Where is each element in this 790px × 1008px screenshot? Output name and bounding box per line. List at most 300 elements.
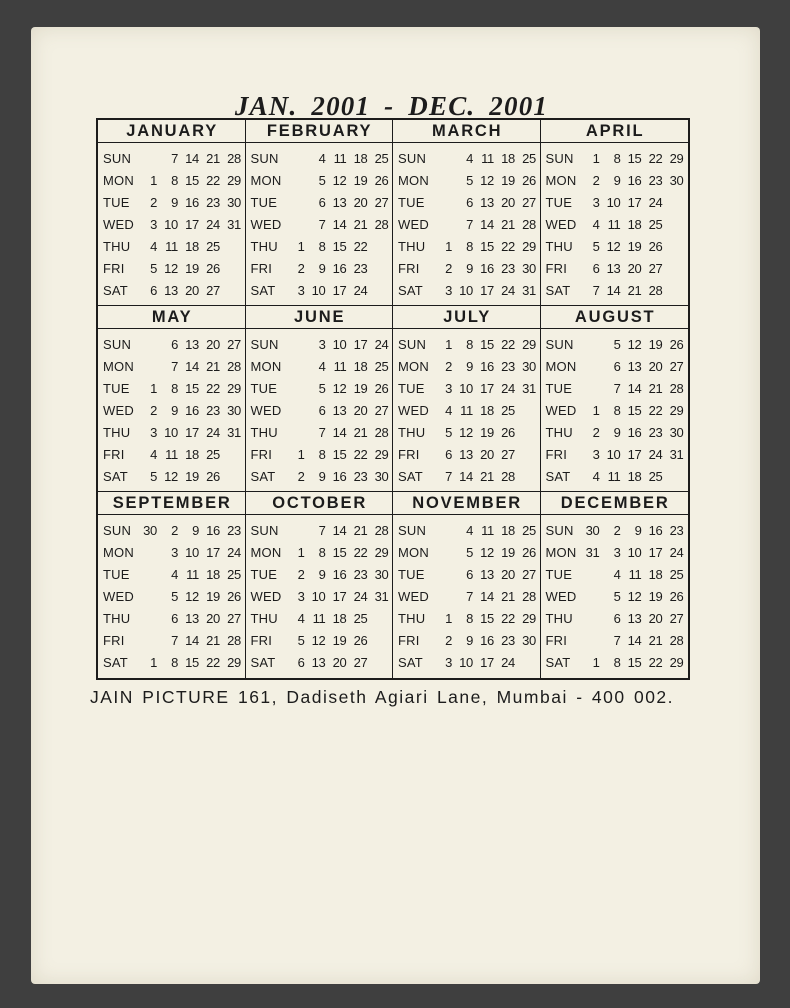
- date-cell: 30: [522, 261, 536, 276]
- date-cell: 18: [353, 359, 368, 374]
- date-cell: 30: [669, 173, 684, 188]
- date-cell: 16: [185, 195, 199, 210]
- date-cell: 7: [318, 217, 326, 232]
- date-cell: [368, 280, 389, 302]
- date-cell: [368, 258, 389, 280]
- month-august: [541, 306, 689, 492]
- day-label: THU: [545, 239, 573, 254]
- date-cell: 18: [332, 611, 347, 626]
- day-row-fri: [398, 630, 540, 652]
- date-cell: [220, 236, 241, 258]
- date-cell: [663, 258, 684, 280]
- date-cell: 2: [171, 523, 178, 538]
- date-cell: 31: [669, 447, 684, 462]
- date-cell: [220, 280, 241, 302]
- date-cell: 19: [185, 261, 199, 276]
- date-cell: 15: [332, 239, 347, 254]
- day-label: WED: [398, 403, 429, 418]
- date-cell: [284, 356, 305, 378]
- date-cell: 22: [206, 381, 220, 396]
- date-cell: [136, 356, 157, 378]
- date-cell: 21: [206, 359, 220, 374]
- date-cell: 3: [592, 447, 600, 462]
- date-cell: 16: [627, 425, 642, 440]
- day-row-mon: [103, 356, 245, 378]
- date-cell: 26: [522, 173, 536, 188]
- date-cell: 2: [150, 403, 157, 418]
- day-row-mon: [398, 542, 540, 564]
- date-cell: 30: [522, 633, 536, 648]
- date-cell: 9: [613, 173, 621, 188]
- date-cell: 21: [353, 523, 368, 538]
- date-cell: 5: [318, 173, 326, 188]
- date-cell: 26: [669, 589, 684, 604]
- month-days: [393, 143, 540, 302]
- day-row-tue: [251, 378, 393, 400]
- date-cell: 7: [171, 359, 178, 374]
- date-cell: 24: [206, 217, 220, 232]
- date-cell: 2: [297, 469, 305, 484]
- date-cell: 29: [669, 403, 684, 418]
- date-cell: 12: [332, 173, 347, 188]
- date-cell: 20: [501, 195, 515, 210]
- date-cell: 16: [332, 261, 347, 276]
- date-cell: [136, 542, 157, 564]
- date-cell: 11: [165, 447, 178, 462]
- date-cell: 19: [332, 633, 347, 648]
- day-row-mon: [251, 542, 393, 564]
- date-cell: 25: [374, 359, 389, 374]
- date-cell: 13: [627, 359, 642, 374]
- date-cell: 2: [297, 261, 305, 276]
- date-cell: [368, 652, 389, 674]
- date-cell: [663, 236, 684, 258]
- date-cell: 31: [585, 545, 600, 560]
- date-cell: [431, 192, 452, 214]
- day-row-sun: [398, 334, 540, 356]
- date-cell: 25: [669, 567, 684, 582]
- date-cell: 26: [648, 239, 663, 254]
- date-cell: 23: [501, 359, 515, 374]
- date-cell: 5: [150, 469, 157, 484]
- date-cell: 4: [592, 217, 600, 232]
- date-cell: 4: [445, 403, 452, 418]
- date-cell: 22: [648, 403, 663, 418]
- date-cell: 22: [501, 239, 515, 254]
- day-label: WED: [545, 217, 577, 232]
- date-cell: 11: [481, 151, 494, 166]
- date-cell: 27: [669, 359, 684, 374]
- day-row-thu: [546, 608, 689, 630]
- date-cell: 1: [150, 655, 157, 670]
- date-cell: 7: [466, 589, 473, 604]
- date-cell: 28: [648, 283, 663, 298]
- date-cell: 14: [459, 469, 473, 484]
- day-row-thu: [398, 608, 540, 630]
- date-cell: 27: [501, 447, 515, 462]
- day-label: SUN: [545, 151, 574, 166]
- date-cell: 21: [480, 469, 494, 484]
- day-label: FRI: [398, 633, 420, 648]
- date-cell: 3: [592, 195, 600, 210]
- date-cell: [284, 378, 305, 400]
- day-label: WED: [545, 403, 577, 418]
- date-cell: 15: [185, 655, 199, 670]
- date-cell: 3: [445, 655, 452, 670]
- date-cell: 14: [480, 217, 494, 232]
- date-cell: [220, 444, 241, 466]
- day-row-sat: [546, 466, 689, 488]
- date-cell: 21: [206, 633, 220, 648]
- date-cell: 28: [669, 633, 684, 648]
- date-cell: 11: [186, 567, 199, 582]
- date-cell: 24: [353, 589, 368, 604]
- date-cell: 19: [185, 469, 199, 484]
- date-cell: 14: [185, 359, 199, 374]
- month-name: JUNE: [246, 306, 393, 329]
- date-cell: [136, 148, 157, 170]
- date-cell: 7: [318, 523, 326, 538]
- date-cell: 28: [374, 217, 389, 232]
- date-cell: 27: [522, 195, 536, 210]
- date-cell: 14: [627, 381, 642, 396]
- day-label: SAT: [545, 283, 571, 298]
- day-label: THU: [545, 611, 573, 626]
- date-cell: 16: [480, 359, 494, 374]
- day-row-wed: [398, 400, 540, 422]
- month-name: DECEMBER: [541, 492, 689, 515]
- date-cell: 22: [206, 173, 220, 188]
- date-cell: 18: [627, 217, 642, 232]
- day-label: SAT: [103, 283, 128, 298]
- date-cell: 28: [522, 217, 536, 232]
- date-cell: 9: [318, 261, 326, 276]
- date-cell: 9: [466, 633, 473, 648]
- date-cell: [136, 630, 157, 652]
- date-cell: 25: [648, 217, 663, 232]
- day-row-wed: [546, 214, 689, 236]
- day-label: SUN: [398, 337, 427, 352]
- date-cell: 14: [627, 633, 642, 648]
- date-cell: [284, 520, 305, 542]
- day-row-wed: [398, 214, 540, 236]
- day-label: SAT: [545, 469, 571, 484]
- date-cell: 23: [648, 425, 663, 440]
- date-cell: 10: [164, 217, 178, 232]
- date-cell: [515, 400, 536, 422]
- day-row-fri: [103, 630, 245, 652]
- date-cell: 12: [480, 173, 494, 188]
- month-november: [393, 492, 541, 678]
- day-label: THU: [103, 239, 131, 254]
- date-cell: 14: [606, 283, 621, 298]
- date-cell: 21: [501, 217, 515, 232]
- date-cell: 8: [613, 655, 621, 670]
- day-row-sat: [251, 652, 393, 674]
- date-cell: 6: [171, 611, 178, 626]
- date-cell: 21: [627, 283, 642, 298]
- date-cell: 9: [466, 261, 473, 276]
- date-cell: [663, 280, 684, 302]
- month-december: [541, 492, 689, 678]
- date-cell: [136, 608, 157, 630]
- date-cell: 31: [227, 217, 241, 232]
- day-row-sun: [398, 520, 540, 542]
- date-cell: [368, 608, 389, 630]
- date-cell: [515, 652, 536, 674]
- day-label: MON: [103, 545, 134, 560]
- day-label: THU: [103, 611, 131, 626]
- date-cell: 18: [353, 151, 368, 166]
- date-cell: 19: [501, 173, 515, 188]
- date-cell: [579, 334, 600, 356]
- date-cell: 5: [466, 173, 473, 188]
- date-cell: 21: [648, 381, 663, 396]
- day-row-mon: [398, 356, 540, 378]
- day-row-thu: [103, 236, 245, 258]
- date-cell: 19: [206, 589, 220, 604]
- date-cell: 8: [318, 239, 326, 254]
- date-cell: 7: [171, 633, 178, 648]
- day-label: TUE: [103, 567, 130, 582]
- day-row-thu: [103, 608, 245, 630]
- date-cell: 17: [332, 589, 347, 604]
- date-cell: [220, 466, 241, 488]
- month-name: MARCH: [393, 120, 540, 143]
- date-cell: [136, 334, 157, 356]
- day-row-tue: [546, 192, 689, 214]
- date-cell: 4: [318, 151, 326, 166]
- date-cell: 3: [171, 545, 178, 560]
- date-cell: 11: [165, 239, 178, 254]
- date-cell: 30: [374, 469, 389, 484]
- date-cell: 3: [445, 381, 452, 396]
- month-days: [98, 329, 245, 488]
- date-cell: 1: [592, 151, 600, 166]
- day-row-wed: [251, 214, 393, 236]
- day-row-thu: [398, 422, 540, 444]
- date-cell: 19: [353, 173, 368, 188]
- date-cell: 24: [353, 283, 368, 298]
- date-cell: 10: [459, 283, 473, 298]
- date-cell: 21: [353, 217, 368, 232]
- day-row-fri: [546, 630, 689, 652]
- day-label: WED: [103, 217, 134, 232]
- date-cell: [515, 466, 536, 488]
- date-cell: 20: [627, 261, 642, 276]
- day-row-sat: [251, 466, 393, 488]
- day-row-fri: [251, 258, 393, 280]
- date-cell: 3: [150, 425, 157, 440]
- date-cell: 1: [297, 545, 305, 560]
- date-cell: [515, 422, 536, 444]
- date-cell: 7: [171, 151, 178, 166]
- day-row-fri: [546, 444, 689, 466]
- date-cell: 14: [185, 633, 199, 648]
- day-row-wed: [546, 586, 689, 608]
- date-cell: [284, 170, 305, 192]
- date-cell: 4: [592, 469, 600, 484]
- date-cell: 24: [669, 545, 684, 560]
- date-cell: [431, 148, 452, 170]
- day-row-mon: [546, 542, 689, 564]
- date-cell: 6: [466, 567, 473, 582]
- date-cell: 6: [466, 195, 473, 210]
- month-march: [393, 120, 541, 306]
- day-row-sat: [546, 280, 689, 302]
- month-days: [98, 143, 245, 302]
- day-row-sat: [103, 466, 245, 488]
- date-cell: 6: [318, 403, 326, 418]
- date-cell: 24: [501, 283, 515, 298]
- day-row-fri: [251, 630, 393, 652]
- date-cell: 30: [227, 403, 241, 418]
- date-cell: 19: [501, 545, 515, 560]
- day-row-thu: [251, 422, 393, 444]
- date-cell: 8: [171, 381, 178, 396]
- date-cell: 13: [185, 611, 199, 626]
- date-cell: [579, 608, 600, 630]
- day-label: SUN: [103, 337, 132, 352]
- day-row-sun: [546, 334, 689, 356]
- date-cell: 12: [311, 633, 326, 648]
- day-row-tue: [398, 192, 540, 214]
- date-cell: 3: [613, 545, 621, 560]
- date-cell: 20: [480, 447, 494, 462]
- date-cell: 16: [627, 173, 642, 188]
- day-row-thu: [546, 236, 689, 258]
- day-label: SAT: [250, 283, 276, 298]
- month-days: [246, 329, 393, 488]
- day-row-tue: [546, 564, 689, 586]
- day-row-sun: [251, 334, 393, 356]
- date-cell: 4: [318, 359, 326, 374]
- day-row-sun: [251, 520, 393, 542]
- day-label: MON: [398, 545, 429, 560]
- day-row-thu: [546, 422, 689, 444]
- day-label: TUE: [103, 195, 130, 210]
- date-cell: 6: [171, 337, 178, 352]
- date-cell: 8: [613, 403, 621, 418]
- day-row-sun: [251, 148, 393, 170]
- day-label: MON: [103, 359, 134, 374]
- day-row-thu: [251, 236, 393, 258]
- month-name: MAY: [98, 306, 245, 329]
- date-cell: 20: [648, 359, 663, 374]
- day-row-tue: [251, 564, 393, 586]
- date-cell: 15: [627, 655, 642, 670]
- date-cell: 15: [185, 381, 199, 396]
- date-cell: [284, 422, 305, 444]
- month-name: APRIL: [541, 120, 689, 143]
- date-cell: 31: [374, 589, 389, 604]
- month-days: [98, 515, 245, 674]
- day-label: SUN: [250, 151, 279, 166]
- date-cell: 10: [459, 381, 473, 396]
- day-row-fri: [398, 258, 540, 280]
- date-cell: 11: [481, 523, 494, 538]
- day-row-wed: [251, 586, 393, 608]
- day-label: TUE: [545, 381, 573, 396]
- date-cell: 21: [353, 425, 368, 440]
- day-label: THU: [250, 611, 278, 626]
- date-cell: 13: [164, 283, 178, 298]
- day-label: SUN: [103, 151, 132, 166]
- date-cell: 10: [311, 283, 326, 298]
- date-cell: 14: [332, 523, 347, 538]
- date-cell: 27: [227, 337, 241, 352]
- day-row-mon: [546, 170, 689, 192]
- date-cell: 23: [206, 403, 220, 418]
- date-cell: 2: [613, 523, 621, 538]
- date-cell: 17: [185, 425, 199, 440]
- date-cell: 15: [480, 611, 494, 626]
- date-cell: 9: [634, 523, 642, 538]
- date-cell: 17: [648, 545, 663, 560]
- day-label: TUE: [103, 381, 130, 396]
- date-cell: 18: [185, 447, 199, 462]
- day-row-sat: [398, 280, 540, 302]
- month-name: OCTOBER: [246, 492, 393, 515]
- day-label: FRI: [398, 447, 420, 462]
- date-cell: 8: [171, 655, 178, 670]
- date-cell: 24: [501, 381, 515, 396]
- day-label: FRI: [398, 261, 420, 276]
- day-label: FRI: [545, 633, 568, 648]
- date-cell: 31: [522, 283, 536, 298]
- day-label: TUE: [545, 567, 573, 582]
- publisher-address: JAIN PICTURE 161, Dadiseth Agiari Lane, Mumbai - 400 002.: [90, 687, 675, 707]
- date-cell: 13: [332, 403, 347, 418]
- day-label: SUN: [545, 523, 574, 538]
- date-cell: 10: [164, 425, 178, 440]
- date-cell: 30: [227, 195, 241, 210]
- date-cell: 29: [522, 239, 536, 254]
- day-row-sat: [103, 652, 245, 674]
- day-label: SAT: [398, 655, 423, 670]
- date-cell: 15: [185, 173, 199, 188]
- date-cell: 14: [480, 589, 494, 604]
- date-cell: 13: [606, 261, 621, 276]
- date-cell: 7: [466, 217, 473, 232]
- date-cell: 28: [374, 523, 389, 538]
- date-cell: 25: [522, 151, 536, 166]
- date-cell: 17: [627, 195, 642, 210]
- day-label: THU: [250, 239, 278, 254]
- month-days: [246, 143, 393, 302]
- date-cell: 20: [648, 611, 663, 626]
- date-cell: 3: [150, 217, 157, 232]
- date-cell: 20: [501, 567, 515, 582]
- day-label: TUE: [398, 195, 425, 210]
- date-cell: 26: [206, 469, 220, 484]
- date-cell: 29: [374, 545, 389, 560]
- day-label: THU: [103, 425, 131, 440]
- day-row-wed: [103, 586, 245, 608]
- date-cell: 12: [627, 589, 642, 604]
- date-cell: 30: [522, 359, 536, 374]
- date-cell: 7: [318, 425, 326, 440]
- date-cell: 27: [227, 611, 241, 626]
- date-cell: 23: [353, 469, 368, 484]
- date-cell: 7: [613, 381, 621, 396]
- day-label: WED: [250, 589, 282, 604]
- date-cell: 12: [185, 589, 199, 604]
- day-row-tue: [251, 192, 393, 214]
- day-row-thu: [398, 236, 540, 258]
- date-cell: [579, 630, 600, 652]
- date-cell: [284, 192, 305, 214]
